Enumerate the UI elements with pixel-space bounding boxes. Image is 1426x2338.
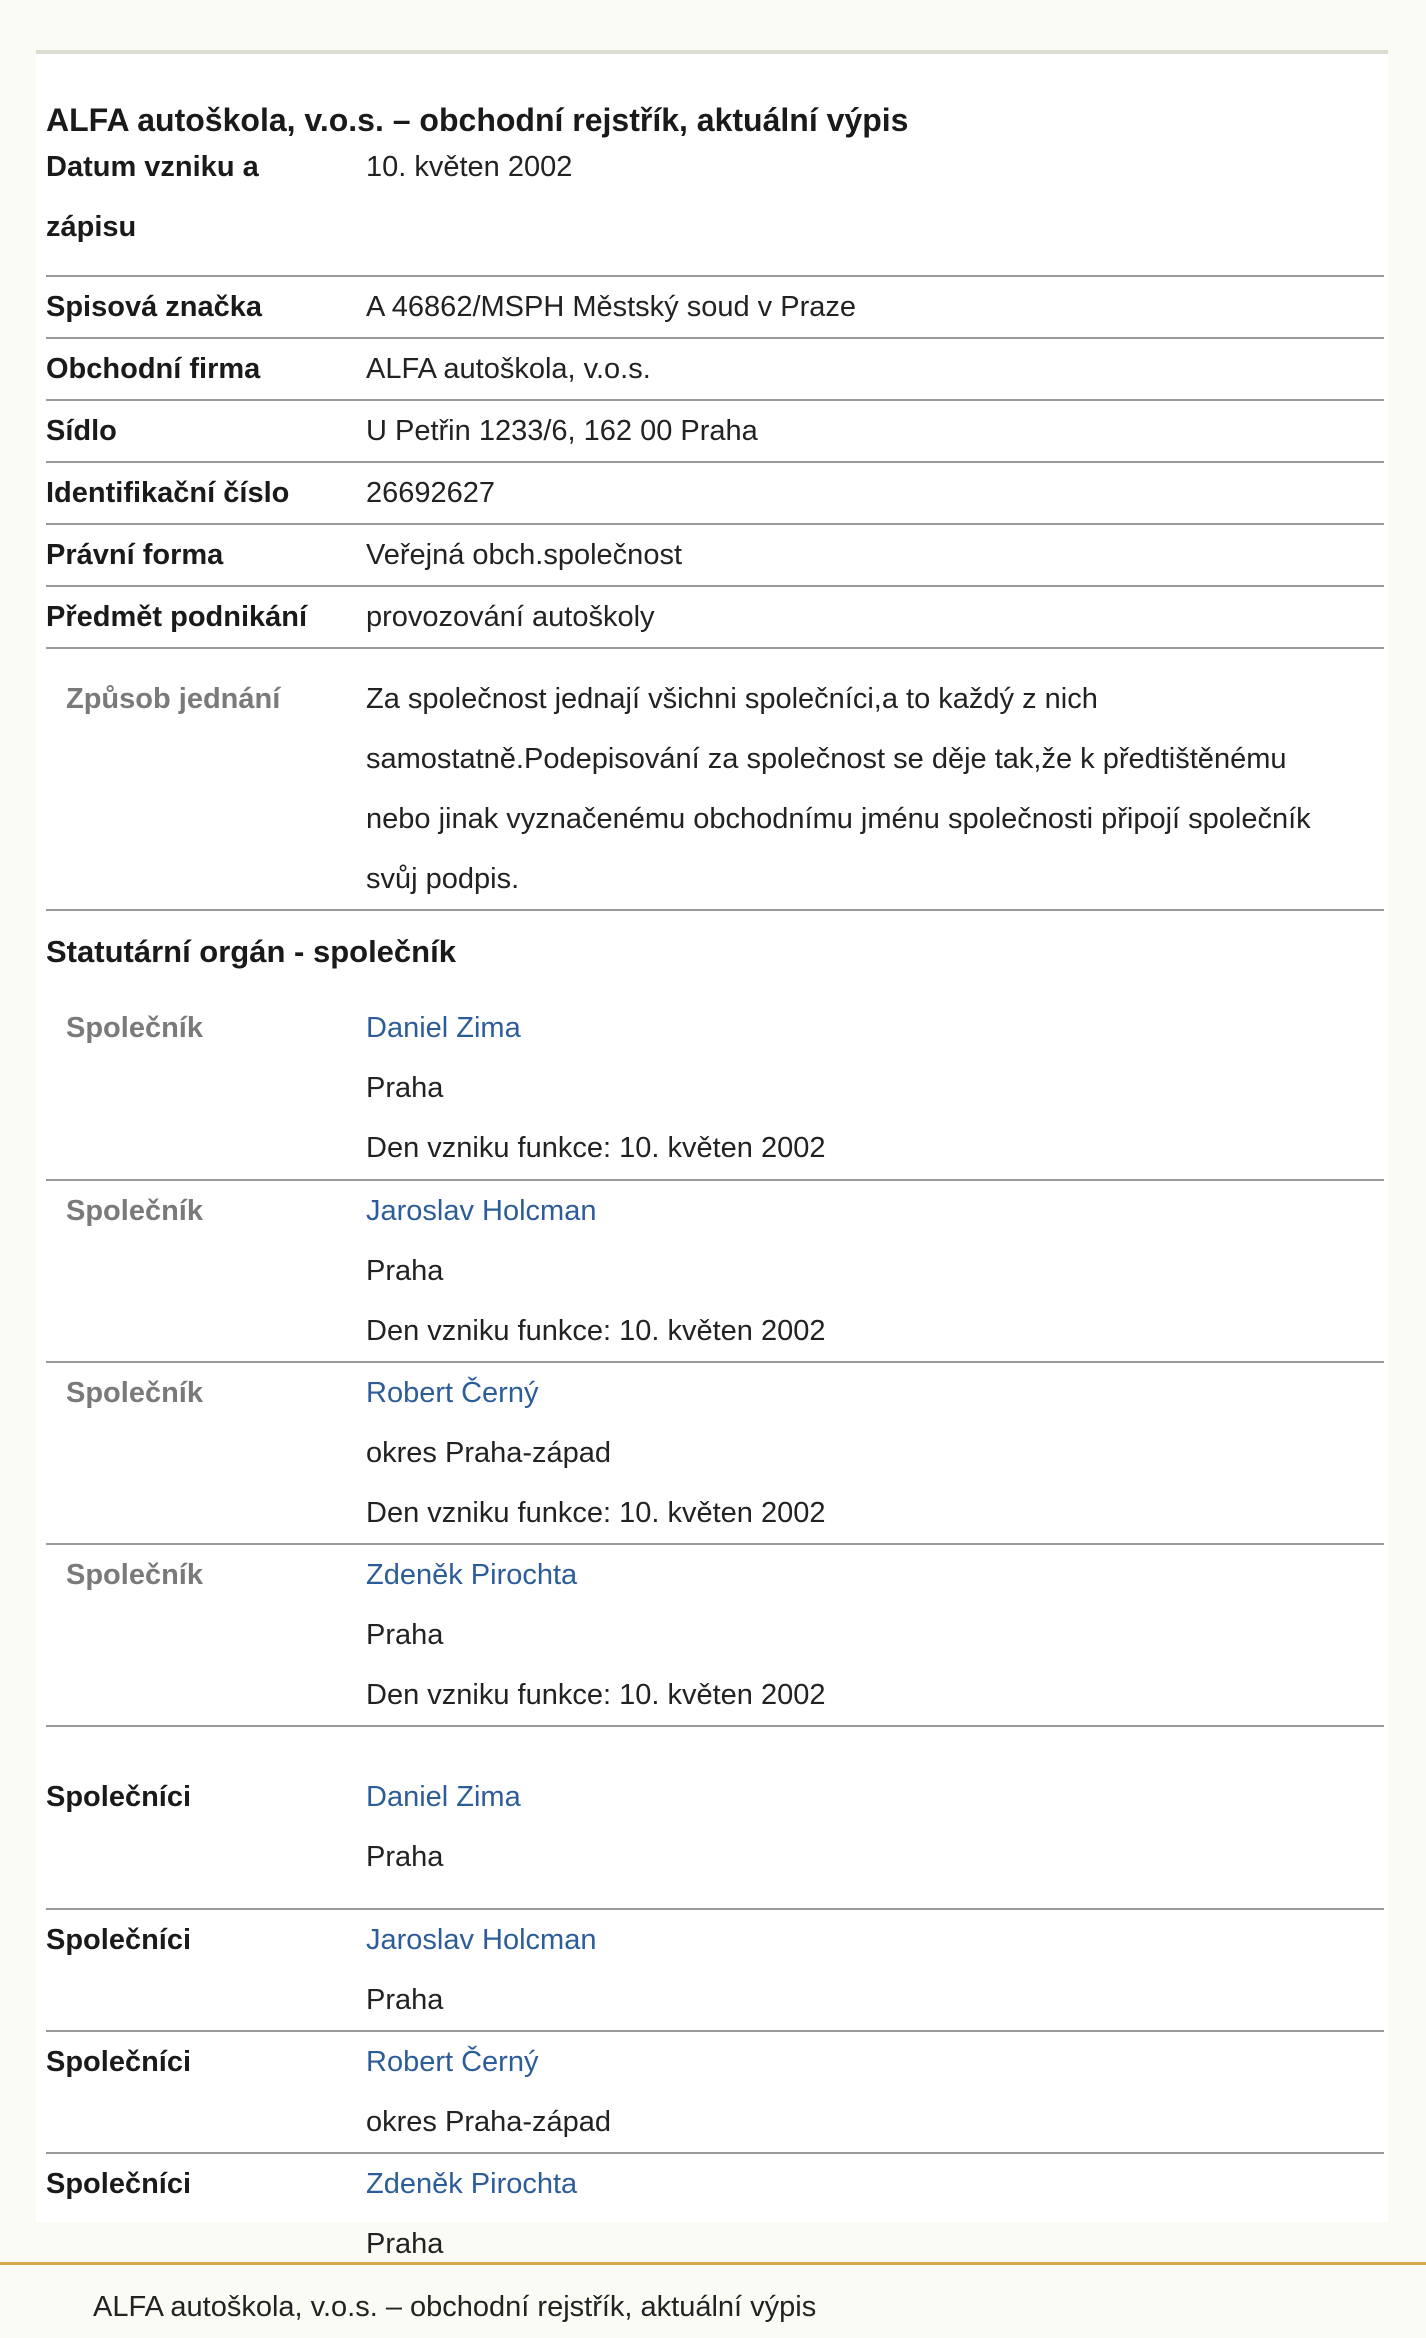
footer-bar	[0, 2262, 1426, 2338]
text-line: samostatně.Podepisování za společnost se děje tak,že k předtištěnému	[366, 743, 1287, 775]
record-card	[36, 50, 1388, 2260]
member-name-link[interactable]: Robert Černý	[366, 1377, 539, 1409]
partner-name-link[interactable]: Zdeněk Pirochta	[366, 2168, 578, 2200]
field-label: Datum vzniku a	[46, 151, 259, 183]
section-heading: Statutární orgán - společník	[46, 934, 456, 969]
partner-label: Společníci	[46, 2168, 192, 2200]
partner-row	[46, 1727, 1384, 1910]
field-label: Předmět podnikání	[46, 601, 308, 633]
member-row	[46, 1363, 1384, 1545]
field-row-zpusob	[46, 649, 1384, 911]
member-place: Praha	[366, 1255, 444, 1287]
field-value: ALFA autoškola, v.o.s.	[366, 353, 651, 385]
text-line: svůj podpis.	[366, 863, 520, 895]
field-value: U Petřin 1233/6, 162 00 Praha	[366, 415, 758, 447]
partner-row	[46, 2032, 1384, 2154]
member-name-link[interactable]: Daniel Zima	[366, 1012, 521, 1044]
member-row	[46, 1181, 1384, 1363]
member-place: okres Praha-západ	[366, 1437, 612, 1469]
member-details	[366, 998, 825, 1178]
partner-row	[46, 1910, 1384, 2032]
partner-place: okres Praha-západ	[366, 2106, 612, 2138]
field-label: Obchodní firma	[46, 353, 261, 385]
partner-details	[366, 1910, 596, 2030]
member-details	[366, 1181, 825, 1361]
partner-details	[366, 1767, 521, 1887]
member-label: Společník	[66, 1195, 203, 1227]
member-since: Den vzniku funkce: 10. květen 2002	[366, 1497, 826, 1529]
member-place: Praha	[366, 1072, 444, 1104]
field-label: Způsob jednání	[66, 683, 281, 715]
partner-label: Společníci	[46, 1781, 192, 1813]
field-row-forma	[46, 525, 1384, 587]
field-row-sidlo	[46, 401, 1384, 463]
member-place: Praha	[366, 1619, 444, 1651]
member-name-link[interactable]: Jaroslav Holcman	[366, 1195, 597, 1227]
partner-place: Praha	[366, 1984, 444, 2016]
footer-title: ALFA autoškola, v.o.s. – obchodní rejstřík, aktuální výpis	[93, 2291, 817, 2323]
field-label-cont: zápisu	[46, 211, 137, 243]
field-value: provozování autoškoly	[366, 601, 655, 633]
partner-details	[366, 2154, 577, 2274]
member-since: Den vzniku funkce: 10. květen 2002	[366, 1132, 826, 1164]
partner-place: Praha	[366, 1841, 444, 1873]
partner-label: Společníci	[46, 2046, 192, 2078]
member-since: Den vzniku funkce: 10. květen 2002	[366, 1679, 826, 1711]
member-row	[46, 998, 1384, 1181]
member-label: Společník	[66, 1559, 203, 1591]
field-row-ico	[46, 463, 1384, 525]
partner-name-link[interactable]: Daniel Zima	[366, 1781, 521, 1813]
field-value: Veřejná obch.společnost	[366, 539, 682, 571]
field-label: Sídlo	[46, 415, 117, 447]
field-row-predmet	[46, 587, 1384, 649]
partner-place: Praha	[366, 2228, 444, 2260]
member-label: Společník	[66, 1377, 203, 1409]
text-line: nebo jinak vyznačenému obchodnímu jménu společnosti připojí společník	[366, 803, 1311, 835]
member-name-link[interactable]: Zdeněk Pirochta	[366, 1559, 578, 1591]
field-row-datum	[46, 137, 1384, 277]
field-label: Spisová značka	[46, 291, 262, 323]
partner-label: Společníci	[46, 1924, 192, 1956]
field-row-firma	[46, 339, 1384, 401]
field-value: 10. květen 2002	[366, 151, 573, 183]
field-label: Identifikační číslo	[46, 477, 290, 509]
field-value: A 46862/MSPH Městský soud v Praze	[366, 291, 856, 323]
partner-row	[46, 2154, 1384, 2276]
field-value: 26692627	[366, 477, 496, 509]
member-details	[366, 1363, 825, 1543]
member-since: Den vzniku funkce: 10. květen 2002	[366, 1315, 826, 1347]
page-title: ALFA autoškola, v.o.s. – obchodní rejstřík, aktuální výpis	[46, 102, 909, 138]
field-row-spisova	[46, 277, 1384, 339]
member-row	[46, 1545, 1384, 1727]
field-label: Právní forma	[46, 539, 224, 571]
partner-details	[366, 2032, 611, 2152]
partner-name-link[interactable]: Robert Černý	[366, 2046, 539, 2078]
member-label: Společník	[66, 1012, 203, 1044]
partner-name-link[interactable]: Jaroslav Holcman	[366, 1924, 597, 1956]
text-line: Za společnost jednají všichni společníci,a to každý z nich	[366, 683, 1098, 715]
field-value	[366, 669, 1311, 909]
member-details	[366, 1545, 825, 1725]
